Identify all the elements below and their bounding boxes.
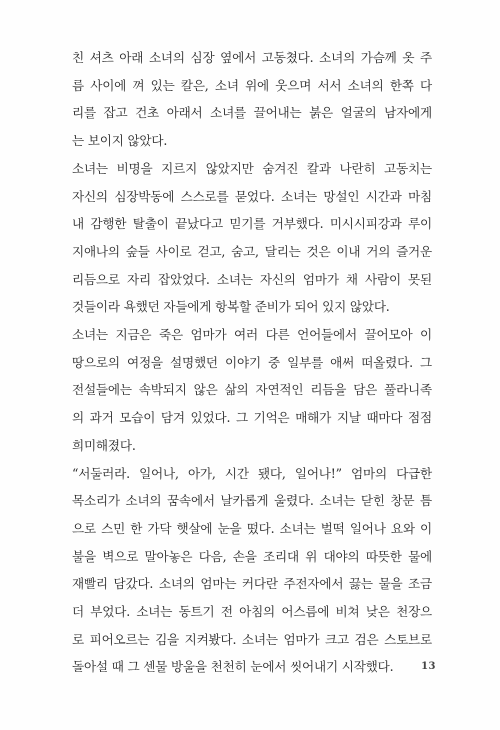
paragraph — [72, 44, 432, 155]
page-number: 13 — [421, 661, 436, 672]
text-line: 리를 잡고 건초 아래서 소녀를 끌어내는 붉은 얼굴의 남자에게 — [72, 105, 432, 121]
text-line: 친 셔츠 아래 소녀의 심장 옆에서 고동쳤다. 소녀의 가슴께 옷 주 — [72, 50, 432, 65]
text-line: 돌아설 때 그 센물 방울을 천천히 눈에서 씻어내기 시작했다. — [72, 659, 394, 675]
text-line: 으로 스민 한 가닥 햇살에 눈을 떴다. 소녀는 벌떡 일어나 요와 이 — [72, 520, 432, 536]
body-text — [72, 44, 432, 681]
paragraph — [72, 155, 432, 321]
text-line: 땅으로의 여정을 설명했던 이야기 중 일부를 애써 떠올렸다. 그 — [72, 354, 432, 370]
text-line: 의 과거 모습이 담겨 있었다. 그 기억은 매해가 지날 때마다 점점 — [72, 410, 432, 426]
paragraph — [72, 460, 432, 682]
text-line: 자신의 심장박동에 스스로를 묻었다. 소녀는 망설인 시간과 마침 — [72, 188, 432, 204]
text-line: “서둘러라. 일어나, 아가, 시간 됐다, 일어나!” 엄마의 다급한 — [72, 465, 432, 481]
text-line: 목소리가 소녀의 꿈속에서 날카롭게 울렸다. 소녀는 닫힌 창문 틈 — [72, 493, 432, 509]
text-line: 리듬으로 자리 잡았었다. 소녀는 자신의 엄마가 채 사람이 못된 — [72, 271, 432, 287]
text-line: 름 사이에 껴 있는 칼은, 소녀 위에 웃으며 서서 소녀의 한쪽 다 — [72, 77, 432, 93]
text-line: 로 피어오르는 김을 지켜봤다. 소녀는 엄마가 크고 검은 스토브로 — [72, 631, 432, 647]
text-line: 희미해졌다. — [72, 437, 136, 453]
text-line: 내 감행한 탈출이 끝났다고 믿기를 거부했다. 미시시피강과 루이 — [72, 216, 432, 232]
paragraph — [72, 321, 432, 460]
text-line: 소녀는 비명을 지르지 않았지만 숨겨진 칼과 나란히 고동치는 — [72, 160, 432, 176]
text-line: 지애나의 숲들 사이로 걷고, 숨고, 달리는 것은 이내 거의 즐거운 — [72, 243, 432, 259]
text-line: 불을 벽으로 말아놓은 다음, 손을 조리대 위 대야의 따뜻한 물에 — [72, 548, 432, 564]
text-line: 더 부었다. 소녀는 동트기 전 아침의 어스름에 비쳐 낮은 천장으 — [72, 604, 432, 620]
text-line: 는 보이지 않았다. — [72, 133, 168, 149]
text-line: 재빨리 담갔다. 소녀의 엄마는 커다란 주전자에서 끓는 물을 조금 — [72, 576, 432, 592]
text-line: 소녀는 지금은 죽은 엄마가 여러 다른 언어들에서 끌어모아 이 — [72, 327, 432, 343]
text-line: 것들이라 욕했던 자들에게 항복할 준비가 되어 있지 않았다. — [72, 299, 390, 315]
text-line: 전설들에는 속박되지 않은 삶의 자연적인 리듬을 담은 풀라니족 — [72, 382, 432, 398]
